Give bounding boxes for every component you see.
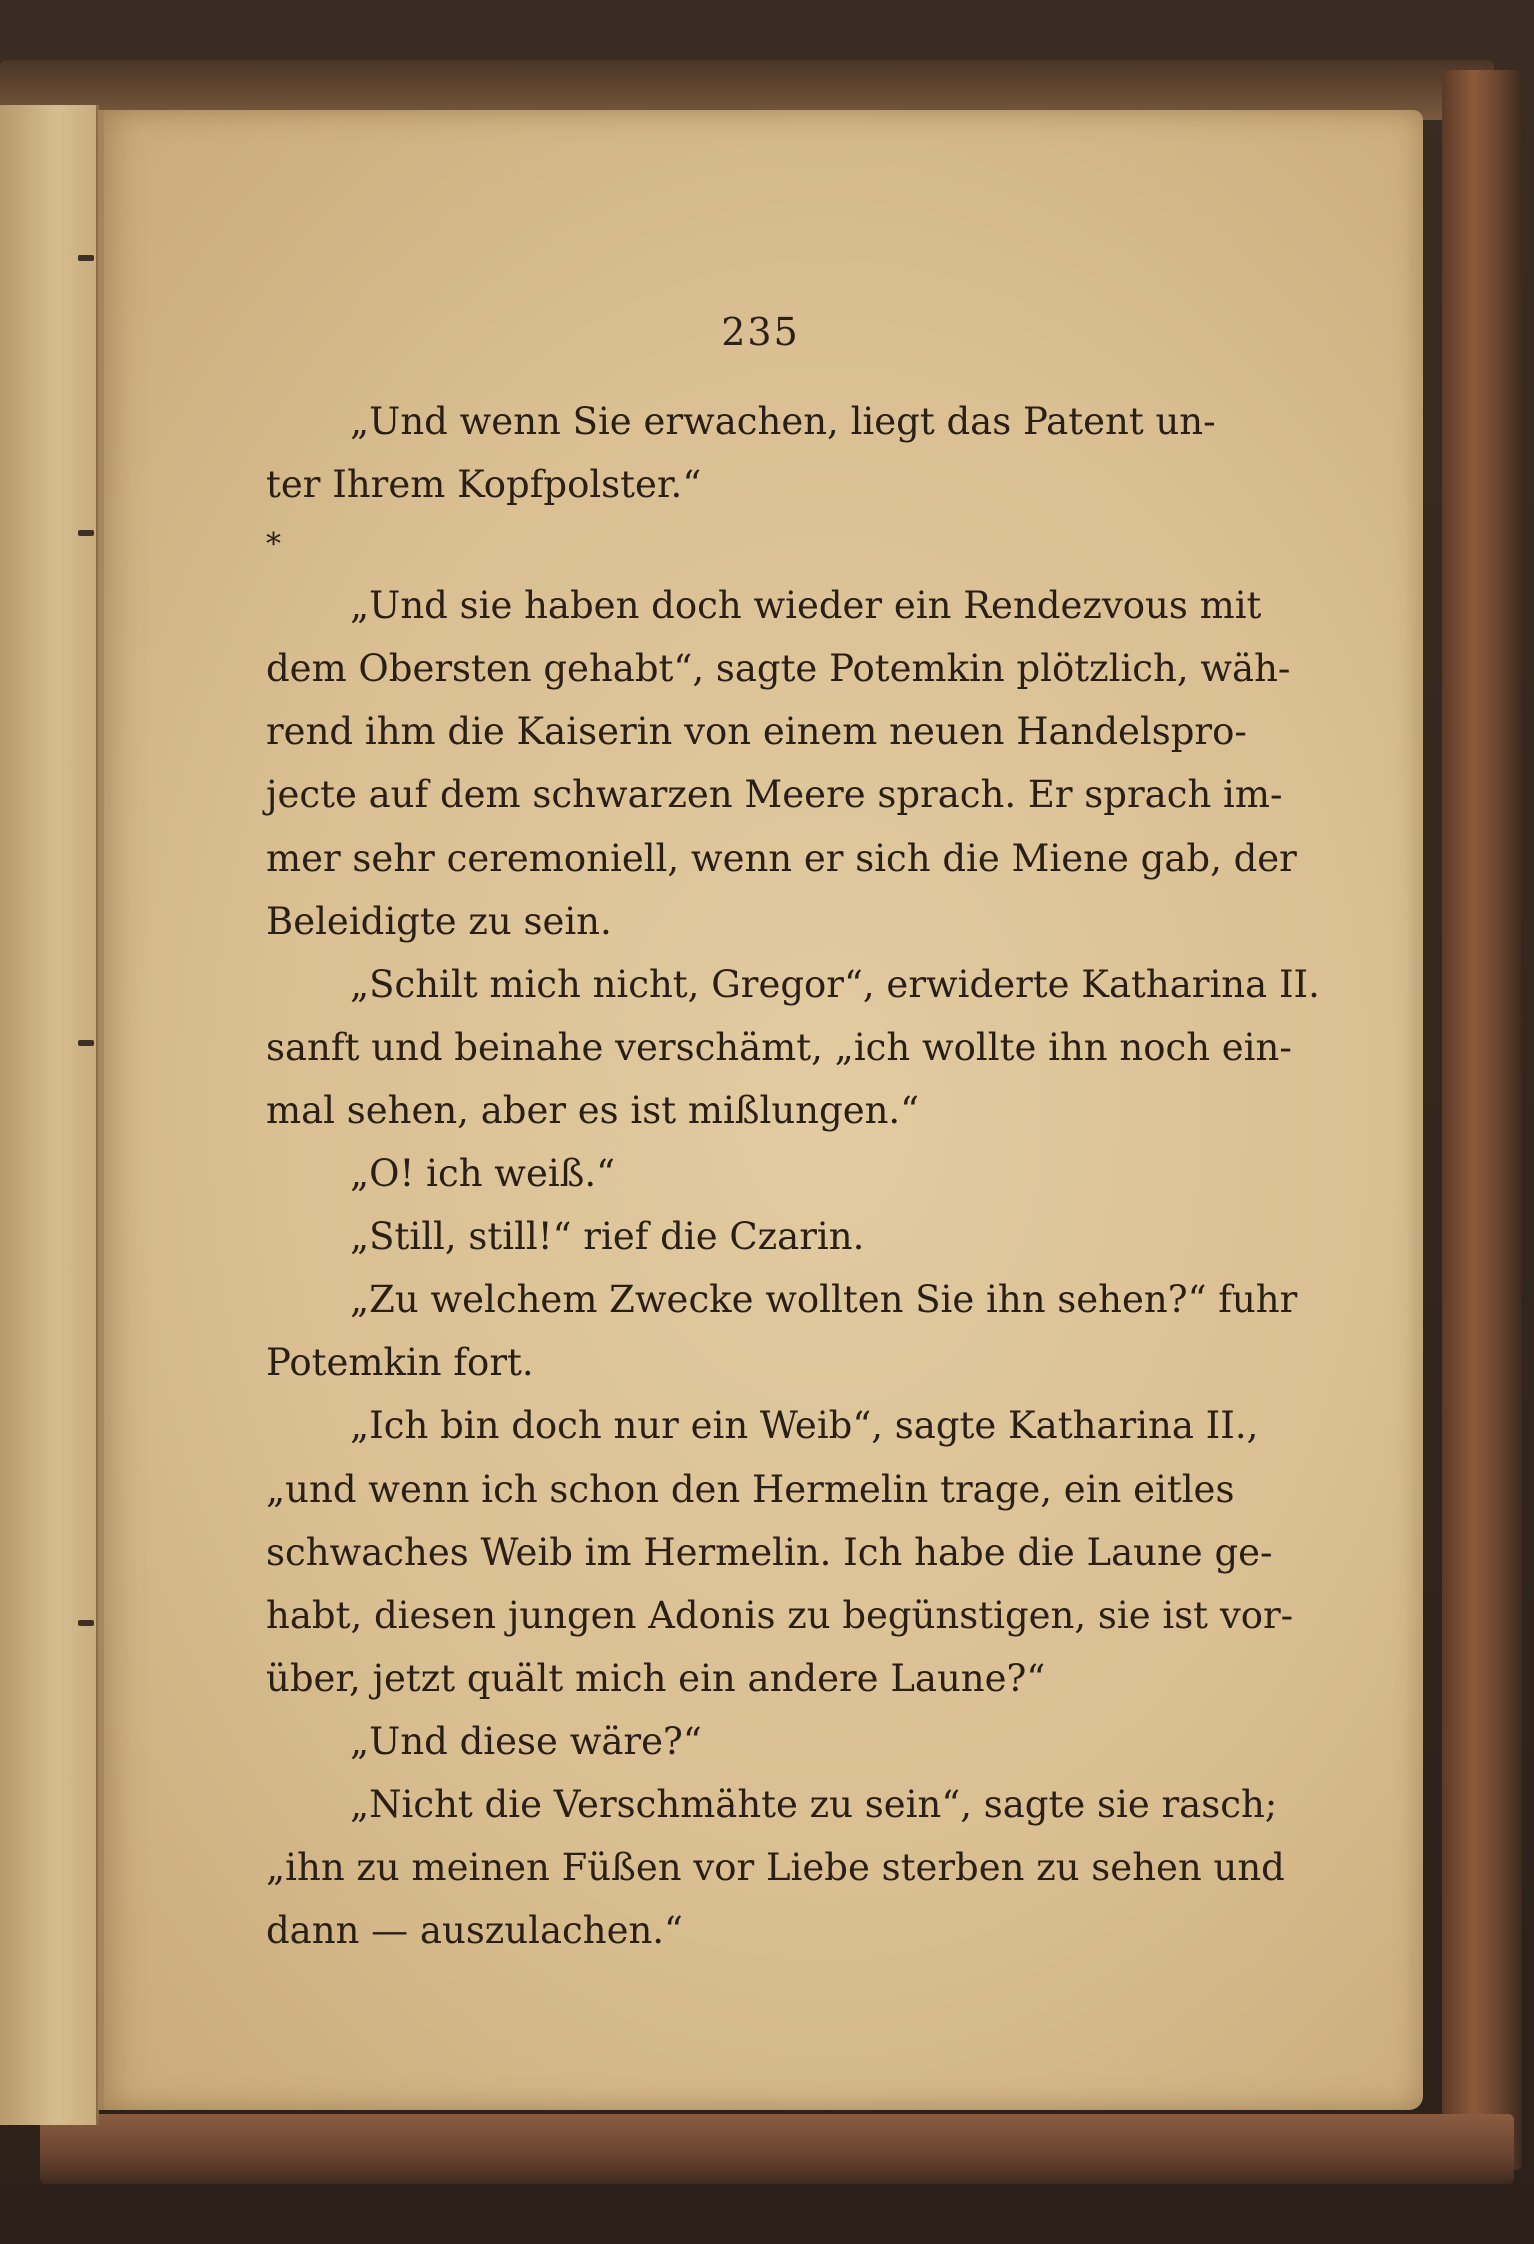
text-line: „O! ich weiß.“ bbox=[350, 1152, 616, 1196]
page-gutter bbox=[98, 110, 104, 2110]
paragraph bbox=[266, 953, 1326, 1142]
body-text bbox=[266, 390, 1326, 1962]
margin-mark bbox=[78, 255, 94, 261]
text-line: jecte auf dem schwarzen Meere sprach. Er sprach im- bbox=[266, 773, 1283, 817]
text-line: Beleidigte zu sein. bbox=[266, 899, 612, 943]
text-line: mal sehen, aber es ist mißlungen.“ bbox=[266, 1088, 920, 1132]
left-page-edge bbox=[0, 105, 99, 2125]
text-line: dann — auszulachen.“ bbox=[266, 1909, 683, 1953]
text-line: Potemkin fort. bbox=[266, 1341, 534, 1385]
paragraph bbox=[266, 1773, 1326, 1962]
section-separator: * bbox=[266, 527, 281, 563]
paragraph bbox=[266, 574, 1326, 953]
paragraph bbox=[266, 1142, 1326, 1205]
book-cover-bottom-edge bbox=[40, 2114, 1514, 2184]
book-cover-right-edge bbox=[1442, 70, 1522, 2170]
text-line: über, jetzt quält mich ein andere Laune?“ bbox=[266, 1656, 1046, 1700]
text-line: „Und sie haben doch wieder ein Rendezvous mit bbox=[350, 584, 1262, 628]
page-number: 235 bbox=[721, 310, 800, 354]
text-line: „Nicht die Verschmähte zu sein“, sagte sie rasch; bbox=[350, 1782, 1278, 1826]
text-line: habt, diesen jungen Adonis zu begünstigen, sie ist vor- bbox=[266, 1593, 1294, 1637]
text-line: „Still, still!“ rief die Czarin. bbox=[350, 1215, 865, 1259]
text-line: schwaches Weib im Hermelin. Ich habe die Laune ge- bbox=[266, 1530, 1273, 1574]
text-line: „Schilt mich nicht, Gregor“, erwiderte Katharina II. bbox=[350, 962, 1320, 1006]
text-line: ter Ihrem Kopfpolster.“ bbox=[266, 463, 702, 507]
text-line: „Ich bin doch nur ein Weib“, sagte Katharina II., bbox=[350, 1404, 1259, 1448]
text-line: mer sehr ceremoniell, wenn er sich die Miene gab, der bbox=[266, 836, 1297, 880]
text-line: „Und diese wäre?“ bbox=[350, 1719, 702, 1763]
book-page bbox=[98, 110, 1423, 2110]
paragraph bbox=[266, 1710, 1326, 1773]
text-line: „ihn zu meinen Füßen vor Liebe sterben zu sehen und bbox=[266, 1846, 1285, 1890]
paragraph bbox=[266, 390, 1326, 516]
paragraph bbox=[266, 1205, 1326, 1268]
paragraph bbox=[266, 1268, 1326, 1394]
text-line: „Zu welchem Zwecke wollten Sie ihn sehen?“ fuhr bbox=[350, 1278, 1298, 1322]
paragraph bbox=[266, 1394, 1326, 1709]
text-line: rend ihm die Kaiserin von einem neuen Handelspro- bbox=[266, 710, 1247, 754]
text-line: sanft und beinahe verschämt, „ich wollte ihn noch ein- bbox=[266, 1025, 1292, 1069]
margin-mark bbox=[78, 1040, 94, 1046]
text-line: „und wenn ich schon den Hermelin trage, ein eitles bbox=[266, 1467, 1235, 1511]
text-line: dem Obersten gehabt“, sagte Potemkin plötzlich, wäh- bbox=[266, 647, 1291, 691]
margin-mark bbox=[78, 1620, 94, 1626]
margin-mark bbox=[78, 530, 94, 536]
text-line: „Und wenn Sie erwachen, liegt das Patent un- bbox=[350, 400, 1216, 443]
